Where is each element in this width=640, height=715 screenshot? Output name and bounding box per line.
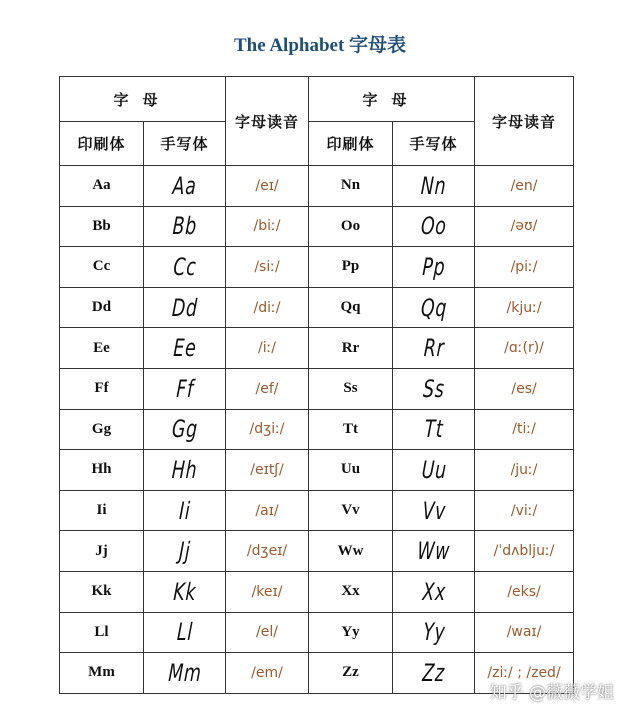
pronunciation-cell	[475, 328, 574, 369]
table-row	[60, 612, 574, 653]
pronunciation: /el/	[256, 624, 278, 641]
print-letter-cell	[309, 206, 393, 247]
table-row	[60, 328, 574, 369]
handwritten-letter-cell	[150, 287, 220, 328]
handwritten-letter: Cc	[172, 252, 197, 281]
pronunciation: /keɪ/	[251, 583, 283, 600]
pronunciation: /ziː/ ; /zed/	[487, 664, 561, 681]
table-row	[60, 571, 574, 612]
handwritten-letter-cell	[150, 653, 220, 694]
print-header-right: 印刷体	[309, 122, 393, 166]
handwritten-letter: Ii	[178, 496, 191, 525]
print-letter-cell	[60, 166, 144, 207]
handwritten-letter: Vv	[421, 496, 447, 525]
print-letter-cell	[60, 368, 144, 409]
pronunciation-cell	[475, 409, 574, 450]
pronunciation-cell	[475, 368, 574, 409]
pronunciation: /ɑː(r)/	[504, 340, 544, 357]
handwritten-letter: Oo	[419, 212, 448, 241]
print-letter-cell	[309, 166, 393, 207]
print-letter: Mm	[88, 664, 115, 681]
handwritten-letter: Dd	[170, 293, 199, 322]
print-letter: Pp	[341, 258, 360, 275]
handwritten-letter-cell	[150, 612, 220, 653]
print-letter-cell	[60, 531, 144, 572]
print-letter-cell	[60, 490, 144, 531]
print-letter-cell	[60, 409, 144, 450]
pronunciation: /eɪtʃ/	[250, 461, 284, 478]
print-letter: Vv	[341, 502, 360, 519]
handwritten-letter-cell	[399, 287, 469, 328]
handwritten-letter-cell	[150, 571, 220, 612]
pronunciation-cell	[475, 571, 574, 612]
print-letter-cell	[60, 612, 144, 653]
pronunciation: /en/	[510, 177, 538, 194]
handwritten-letter: Ww	[416, 537, 451, 566]
handwritten-letter: Ll	[175, 618, 194, 647]
alphabet-table	[59, 76, 574, 694]
print-letter-cell	[60, 328, 144, 369]
pronunciation-cell	[475, 287, 574, 328]
pronunciation-cell	[226, 328, 309, 369]
table-row	[60, 409, 574, 450]
pronunciation: /dʒiː/	[249, 421, 285, 438]
print-letter: Qq	[340, 299, 361, 316]
print-letter: Dd	[91, 299, 112, 316]
pronunciation-header-right: 字母读音	[475, 77, 574, 166]
handwritten-letter: Ff	[175, 374, 194, 403]
handwritten-letter: Jj	[178, 537, 191, 566]
table-row	[60, 450, 574, 491]
handwritten-letter-cell	[150, 490, 220, 531]
handwritten-letter-cell	[150, 450, 220, 491]
pronunciation: /iː/	[257, 340, 277, 357]
print-letter: Cc	[92, 258, 111, 275]
print-letter: Nn	[340, 177, 361, 194]
handwritten-letter: Gg	[170, 415, 199, 444]
pronunciation: /tiː/	[512, 421, 536, 438]
print-header-left: 印刷体	[60, 122, 144, 166]
print-letter: Ff	[94, 380, 109, 397]
print-letter-cell	[60, 287, 144, 328]
print-letter-cell	[309, 328, 393, 369]
handwritten-letter-cell	[150, 409, 220, 450]
pronunciation-cell	[226, 206, 309, 247]
handwritten-letter: Pp	[421, 252, 446, 281]
pronunciation-cell	[226, 612, 309, 653]
print-letter: Uu	[340, 461, 361, 478]
pronunciation-cell	[226, 490, 309, 531]
pronunciation: /juː/	[510, 461, 538, 478]
handwritten-letter: Nn	[420, 171, 447, 200]
handwritten-letter-cell	[150, 328, 220, 369]
handwritten-letter-cell	[399, 612, 469, 653]
print-letter: Jj	[95, 542, 108, 559]
print-letter-cell	[309, 450, 393, 491]
pronunciation: /waɪ/	[506, 624, 542, 641]
handwritten-letter-cell	[150, 206, 220, 247]
print-letter: Ss	[343, 380, 358, 397]
handwritten-letter: Yy	[421, 618, 446, 647]
handwritten-letter: Uu	[420, 455, 447, 484]
handwritten-letter-cell	[150, 531, 220, 572]
handwritten-letter: Ss	[422, 374, 445, 403]
handwritten-letter: Zz	[421, 658, 446, 687]
handwritten-letter-cell	[399, 409, 469, 450]
pronunciation-cell	[226, 571, 309, 612]
handwritten-letter: Kk	[172, 577, 197, 606]
handwritten-letter-cell	[399, 247, 469, 288]
handwritten-letter: Xx	[421, 577, 447, 606]
handwritten-letter: Tt	[423, 415, 444, 444]
pronunciation-cell	[475, 450, 574, 491]
print-letter-cell	[60, 653, 144, 694]
pronunciation-cell	[475, 206, 574, 247]
print-letter-cell	[60, 206, 144, 247]
print-letter: Ll	[94, 623, 109, 640]
handwritten-letter-cell	[399, 571, 469, 612]
print-letter: Bb	[92, 217, 111, 234]
handwritten-letter: Mm	[167, 658, 202, 687]
pronunciation-cell	[226, 531, 309, 572]
table-row	[60, 490, 574, 531]
pronunciation: /aɪ/	[255, 502, 279, 519]
pronunciation-cell	[475, 531, 574, 572]
print-letter: Yy	[341, 623, 360, 640]
print-letter-cell	[309, 612, 393, 653]
print-letter-cell	[309, 368, 393, 409]
pronunciation: /piː/	[510, 258, 538, 275]
handwritten-letter: Qq	[419, 293, 448, 322]
print-letter: Zz	[342, 664, 359, 681]
print-letter: Ii	[96, 502, 107, 519]
handwritten-letter-cell	[399, 166, 469, 207]
pronunciation-cell	[475, 247, 574, 288]
pronunciation-cell	[226, 409, 309, 450]
handwritten-letter-cell	[399, 206, 469, 247]
pronunciation-cell	[226, 247, 309, 288]
print-letter: Xx	[341, 583, 360, 600]
handwritten-letter: Aa	[171, 171, 198, 200]
table-row	[60, 247, 574, 288]
print-letter: Kk	[91, 583, 112, 600]
handwritten-letter-cell	[399, 368, 469, 409]
table-row	[60, 206, 574, 247]
pronunciation-cell	[475, 612, 574, 653]
pronunciation: /biː/	[253, 218, 281, 235]
table-row	[60, 287, 574, 328]
pronunciation-cell	[475, 166, 574, 207]
table-row	[60, 531, 574, 572]
handwritten-letter-cell	[399, 653, 469, 694]
print-letter-cell	[60, 247, 144, 288]
watermark: 知乎 @薇薇学姐	[489, 683, 614, 703]
print-letter-cell	[309, 653, 393, 694]
handwritten-letter-cell	[150, 247, 220, 288]
pronunciation-cell	[226, 450, 309, 491]
print-letter: Aa	[92, 177, 111, 194]
pronunciation-cell	[226, 368, 309, 409]
pronunciation: /siː/	[254, 258, 280, 275]
pronunciation: /əʊ/	[510, 218, 538, 235]
handwritten-letter-cell	[399, 490, 469, 531]
pronunciation: /dʒeɪ/	[246, 543, 288, 560]
pronunciation-cell	[226, 653, 309, 694]
print-letter: Ww	[337, 542, 364, 559]
print-letter-cell	[309, 287, 393, 328]
print-letter-cell	[309, 490, 393, 531]
print-letter-cell	[309, 247, 393, 288]
handwriting-header-right: 手写体	[393, 122, 475, 166]
handwritten-letter-cell	[399, 450, 469, 491]
print-letter: Gg	[91, 420, 112, 437]
letters-header-left: 字母	[60, 77, 226, 122]
print-letter: Ee	[93, 339, 110, 356]
pronunciation: /diː/	[253, 299, 281, 316]
print-letter: Oo	[340, 217, 361, 234]
handwritten-letter-cell	[150, 166, 220, 207]
handwritten-letter: Ee	[172, 334, 197, 363]
print-letter: Tt	[343, 420, 359, 437]
letters-header-right: 字母	[309, 77, 475, 122]
table-row	[60, 166, 574, 207]
pronunciation-cell	[475, 490, 574, 531]
page-title: The Alphabet 字母表	[233, 35, 407, 56]
pronunciation-header-left: 字母读音	[226, 77, 309, 166]
table-row	[60, 368, 574, 409]
pronunciation-cell	[226, 166, 309, 207]
pronunciation: /kjuː/	[506, 299, 542, 316]
pronunciation-cell	[226, 287, 309, 328]
pronunciation: /ˈdʌbljuː/	[493, 543, 555, 560]
pronunciation: /viː/	[510, 502, 538, 519]
print-letter-cell	[309, 531, 393, 572]
handwritten-letter-cell	[399, 328, 469, 369]
pronunciation: /em/	[251, 664, 283, 681]
handwritten-letter: Hh	[171, 455, 198, 484]
pronunciation: /eɪ/	[255, 177, 279, 194]
handwritten-letter-cell	[399, 531, 469, 572]
print-letter-cell	[309, 571, 393, 612]
print-letter: Hh	[91, 461, 112, 478]
print-letter-cell	[309, 409, 393, 450]
pronunciation: /eks/	[507, 583, 541, 600]
print-letter: Rr	[341, 339, 360, 356]
handwriting-header-left: 手写体	[144, 122, 226, 166]
pronunciation: /es/	[511, 380, 537, 397]
handwritten-letter-cell	[150, 368, 220, 409]
handwritten-letter: Bb	[171, 212, 198, 241]
pronunciation: /ef/	[255, 380, 279, 397]
print-letter-cell	[60, 450, 144, 491]
handwritten-letter: Rr	[422, 334, 445, 363]
print-letter-cell	[60, 571, 144, 612]
